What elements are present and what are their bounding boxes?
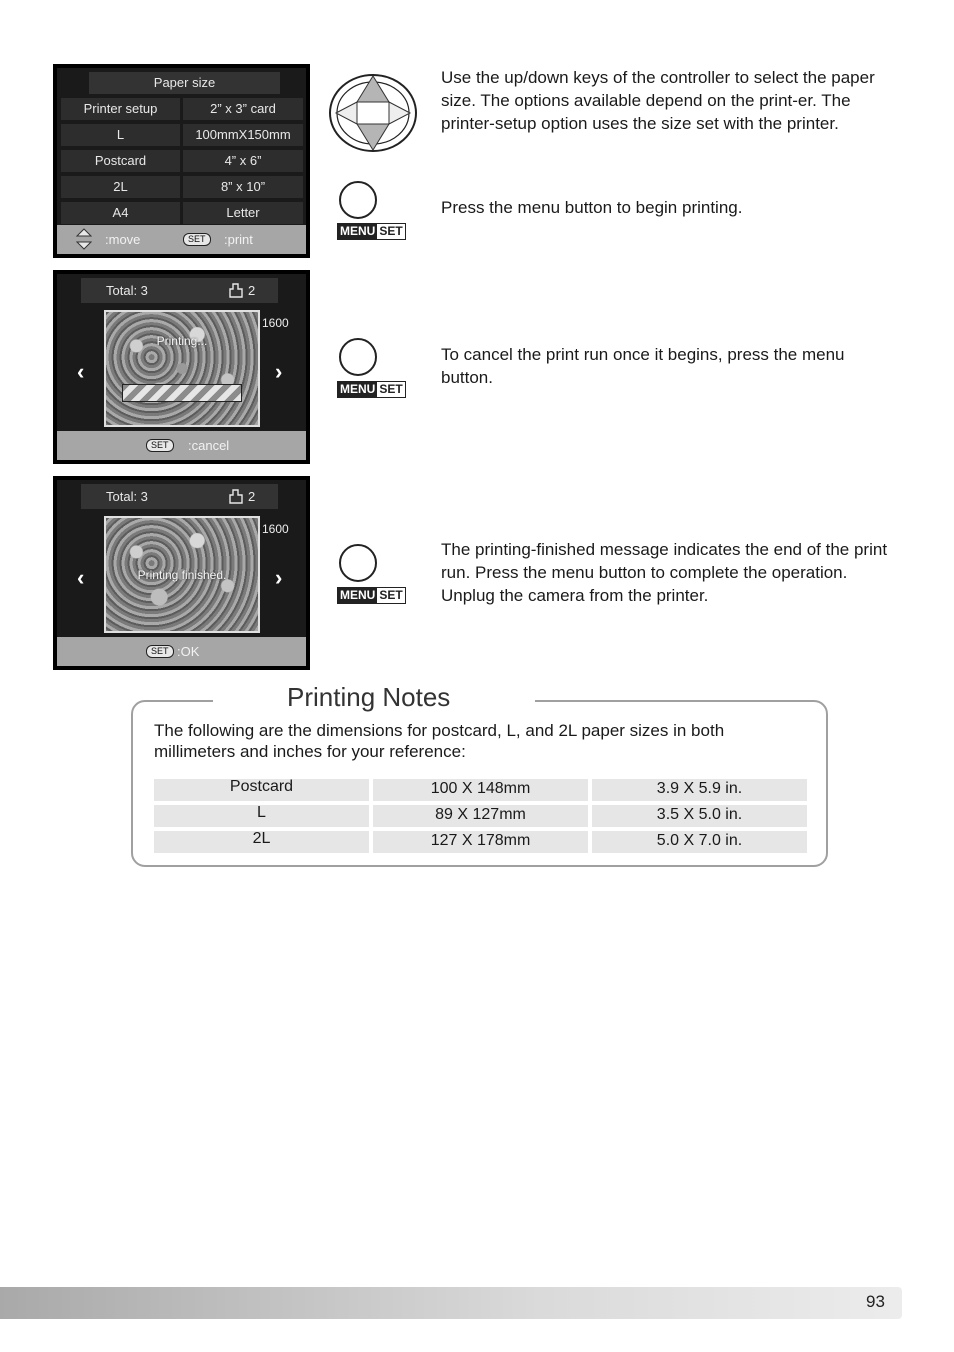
set-key-label: SET [379,224,403,238]
footer-bar [0,1287,902,1319]
set-key-label: SET [379,382,403,396]
step-1-text: Use the up/down keys of the controller to select the paper size. The options available depend on the print-er. The printer-setup option uses the size set with the printer. [441,68,875,133]
ok-label: :OK [177,644,200,659]
option-l[interactable]: L [61,124,180,146]
menu-key-label: MENU [340,224,376,238]
info-bar [81,484,278,509]
table-cell-in: 3.9 X 5.9 in. [592,779,807,801]
option-4x6[interactable]: 4” x 6” [183,150,303,172]
total-label: Total: 3 [106,489,148,504]
copies-count: 2 [248,489,256,504]
set-key-icon: SET [183,233,211,246]
frame-count: 1600 [262,316,289,330]
cancel-label: :cancel [188,438,230,453]
table-cell-mm: 100 X 148mm [373,779,588,801]
page-number: 93 [866,1292,885,1311]
move-label: :move [105,232,141,247]
paper-size-title: Paper size [89,72,280,94]
step-3-text: To cancel the print run once it begins, press the menu button. [441,345,845,387]
printing-notes-title: Printing Notes [213,680,535,714]
option-100x150[interactable]: 100mmX150mm [183,124,303,146]
set-key-icon: SET [146,645,174,658]
printing-finished-screen [53,476,310,670]
set-key-icon: SET [146,439,174,452]
arrow-left-icon[interactable]: ‹ [77,565,85,590]
menu-key-label: MENU [340,588,376,602]
set-key-label: SET [379,588,403,602]
up-down-icon [75,228,93,258]
menu-set-label [337,587,406,604]
option-letter[interactable]: Letter [183,202,303,224]
printing-screen [53,270,310,464]
print-label: :print [224,232,253,247]
print-progress-bar [122,384,242,402]
option-8x10[interactable]: 8” x 10” [183,176,303,198]
printing-finished-status: Printing finished. [137,568,227,582]
table-cell-in: 5.0 X 7.0 in. [592,831,807,853]
table-cell-in: 3.5 X 5.0 in. [592,805,807,827]
print-copies-icon [228,282,244,307]
menu-key-label: MENU [340,382,376,396]
printing-notes-intro: The following are the dimensions for postcard, L, and 2L paper sizes in both millimeters and inches for your reference: [154,721,725,761]
arrow-right-icon[interactable]: › [275,359,283,384]
menu-button-icon [339,338,377,376]
print-copies-icon [228,488,244,513]
printing-status: Printing... [156,334,208,348]
option-2x3-card[interactable]: 2” x 3” card [183,98,303,120]
info-bar [81,278,278,303]
finished-footer [57,637,306,666]
option-a4[interactable]: A4 [61,202,180,224]
table-cell-mm: 127 X 178mm [373,831,588,853]
option-postcard[interactable]: Postcard [61,150,180,172]
step-2-text: Press the menu button to begin printing. [441,198,743,217]
menu-set-label [337,381,406,398]
table-cell-size: L [154,805,369,827]
table-cell-size: 2L [154,831,369,853]
arrow-left-icon[interactable]: ‹ [77,359,85,384]
preview-image [104,310,260,427]
total-label: Total: 3 [106,283,148,298]
menu-button-icon [339,181,377,219]
preview-image [104,516,260,633]
arrow-right-icon[interactable]: › [275,565,283,590]
table-cell-mm: 89 X 127mm [373,805,588,827]
paper-size-screen [53,64,310,258]
printing-footer [57,431,306,460]
controller-icon [327,72,419,159]
paper-size-footer [57,225,306,254]
option-printer-setup[interactable]: Printer setup [61,98,180,120]
copies-count: 2 [248,283,256,298]
option-2l[interactable]: 2L [61,176,180,198]
table-cell-size: Postcard [154,779,369,801]
frame-count: 1600 [262,522,289,536]
step-4-text: The printing-finished message indicates the end of the print run. Press the menu button to complete the operation. Unplug the camera from the printer. [441,540,888,605]
menu-set-label [337,223,406,240]
menu-button-icon [339,544,377,582]
